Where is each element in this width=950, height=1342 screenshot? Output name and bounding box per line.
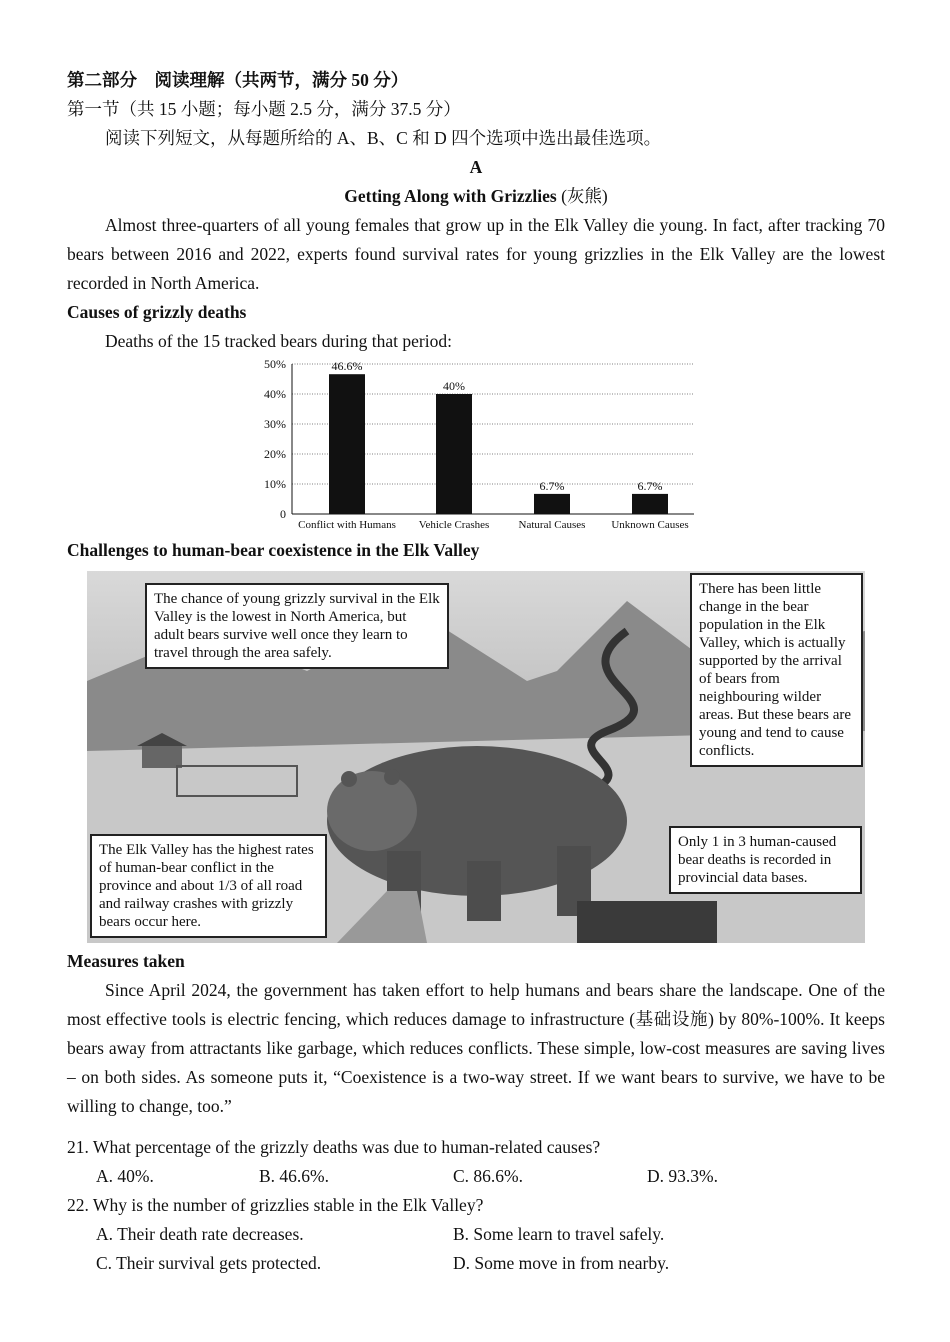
section-title: 第一节（共 15 小题；每小题 2.5 分，满分 37.5 分） — [67, 99, 461, 119]
question-21-option-d: D. 93.3%. — [647, 1166, 718, 1186]
question-21-option-a: A. 40%. — [96, 1166, 154, 1186]
y-tick-label: 10% — [264, 477, 286, 491]
part-title: 第二部分 阅读理解（共两节，满分 50 分） — [67, 70, 409, 90]
y-tick-label: 50% — [264, 357, 286, 371]
causes-caption: Deaths of the 15 tracked bears during that period: — [105, 331, 452, 351]
question-22-options-row1 — [67, 1220, 885, 1249]
bar-3 — [534, 494, 570, 514]
question-22: 22. Why is the number of grizzlies stable in the Elk Valley? — [67, 1195, 484, 1215]
bar-1 — [329, 374, 365, 514]
question-22-option-a: A. Their death rate decreases. — [96, 1224, 304, 1244]
passage-title-note: (灰熊) — [561, 186, 608, 206]
coexistence-infographic — [87, 571, 865, 943]
callout-population: There has been little change in the bear population in the Elk Valley, which is actually supported by the arrival of bears from neighbouring wilder areas. But these bears are young and tend to cause conflicts. — [690, 573, 863, 767]
question-22-option-b: B. Some learn to travel safely. — [453, 1224, 665, 1244]
bar-value-label: 46.6% — [331, 359, 363, 374]
question-21-options — [67, 1162, 885, 1191]
question-22-option-d: D. Some move in from nearby. — [453, 1253, 670, 1273]
instructions: 阅读下列短文，从每题所给的 A、B、C 和 D 四个选项中选出最佳选项。 — [105, 128, 662, 148]
y-tick-label: 20% — [264, 447, 286, 461]
measures-heading: Measures taken — [67, 951, 185, 971]
category-label: Unknown Causes — [611, 519, 689, 531]
train-icon — [577, 901, 717, 943]
question-21-option-c: C. 86.6%. — [453, 1166, 523, 1186]
y-tick-label: 40% — [264, 387, 286, 401]
challenges-heading: Challenges to human-bear coexistence in the Elk Valley — [67, 540, 480, 560]
bar-2 — [436, 394, 472, 514]
category-label: Vehicle Crashes — [418, 519, 490, 531]
intro-paragraph: Almost three-quarters of all young females that grow up in the Elk Valley die young. In fact, after tracking 70 bears between 2016 and 2022, experts found survival rates for young grizzlies in the Elk Valley are the lowest recorded in North America. — [67, 215, 885, 293]
barn-icon — [142, 746, 182, 768]
category-label: Natural Causes — [518, 519, 586, 531]
callout-conflict-rates: The Elk Valley has the highest rates of human-bear conflict in the province and about 1/3 of all road and railway crashes with grizzly bears occur here. — [90, 834, 327, 938]
bar-value-label: 6.7% — [637, 478, 663, 493]
y-tick-label: 0 — [280, 507, 286, 521]
bar-value-label: 6.7% — [539, 478, 565, 493]
question-22-options-row2 — [67, 1249, 885, 1278]
exam-page — [67, 66, 885, 1278]
callout-young-survival: The chance of young grizzly survival in the Elk Valley is the lowest in North America, but adult bears survive well once they learn to travel through the area safely. — [145, 583, 449, 669]
passage-title-line — [67, 182, 885, 211]
passage-label: A — [469, 157, 483, 177]
callout-recorded-deaths: Only 1 in 3 human-caused bear deaths is recorded in provincial data bases. — [669, 826, 862, 894]
measures-paragraph: Since April 2024, the government has taken effort to help humans and bears share the landscape. One of the most effective tools is electric fencing, which reduces damage to infrastructure (基础设施) by 80%-100%. It keeps bears away from attractants like garbage, which reduces conflicts. These simple, low-cost measures are saving lives – on both sides. As someone puts it, “Coexistence is a two-way street. If we want bears to survive, we have to be willing to change, too.” — [67, 980, 885, 1116]
question-21: 21. What percentage of the grizzly deaths was due to human-related causes? — [67, 1137, 601, 1157]
deaths-bar-chart — [252, 356, 702, 534]
causes-heading: Causes of grizzly deaths — [67, 302, 247, 322]
bar-value-label: 40% — [443, 379, 465, 393]
y-tick-label: 30% — [264, 417, 286, 431]
category-label: Conflict with Humans — [298, 519, 396, 531]
passage-title: Getting Along with Grizzlies — [344, 186, 557, 206]
question-21-option-b: B. 46.6%. — [259, 1166, 329, 1186]
bar-4 — [632, 494, 668, 514]
question-22-option-c: C. Their survival gets protected. — [96, 1253, 322, 1273]
